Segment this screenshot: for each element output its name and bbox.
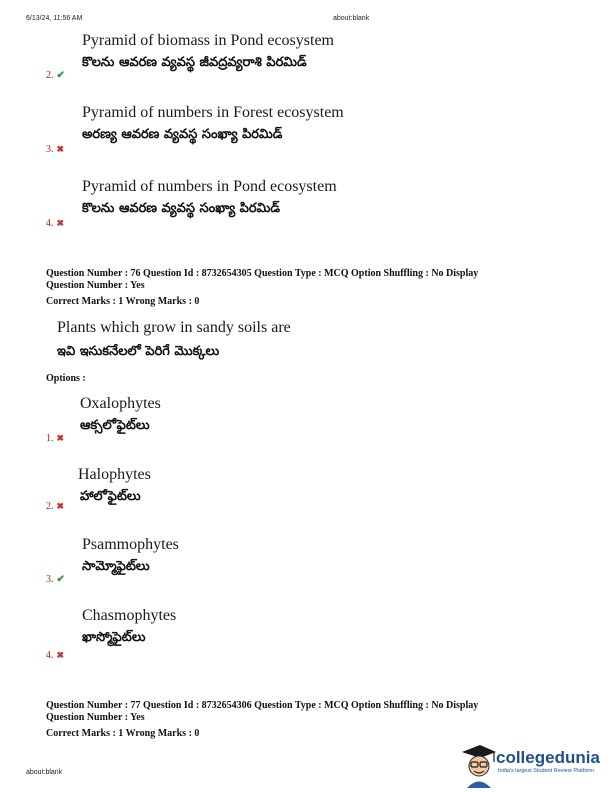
q76-option-3-telugu: సామ్మోఫైట్‌లు — [82, 559, 150, 574]
q76-question-telugu: ఇవి ఇసుకనేలలో పెరిగే మొక్కలు — [57, 344, 220, 359]
prev-option-4-number: 4. ✖ — [46, 218, 65, 229]
q77-meta-line1: Question Number : 77 Question Id : 8732654306 Question Type : MCQ Option Shuffling : No Display — [46, 700, 479, 711]
q76-question-english: Plants which grow in sandy soils are — [57, 319, 291, 336]
cross-icon: ✖ — [56, 433, 65, 443]
collegedunia-logo — [458, 742, 608, 788]
q76-option-3-english: Psammophytes — [82, 536, 179, 553]
q76-option-2-number: 2. ✖ — [46, 501, 65, 512]
q76-option-2-telugu: హాలోఫైట్‌లు — [80, 489, 141, 504]
prev-option-2-english: Pyramid of biomass in Pond ecosystem — [82, 32, 334, 49]
cross-icon: ✖ — [56, 650, 65, 660]
q76-meta-line1: Question Number : 76 Question Id : 8732654305 Question Type : MCQ Option Shuffling : No Display — [46, 268, 479, 279]
footer-url: about:blank — [26, 769, 63, 776]
q76-option-1-telugu: ఆక్సలోఫైట్‌లు — [80, 418, 150, 433]
cross-icon: ✖ — [56, 144, 65, 154]
q77-marks: Correct Marks : 1 Wrong Marks : 0 — [46, 728, 200, 739]
q76-option-4-telugu: ఖాస్మోఫైట్‌లు — [82, 630, 146, 645]
print-datetime: 6/13/24, 11:56 AM — [26, 15, 83, 22]
q76-meta-line2: Question Number : Yes — [46, 280, 145, 291]
prev-option-3-english: Pyramid of numbers in Forest ecosystem — [82, 104, 344, 121]
prev-option-2-telugu: కొలను ఆవరణ వ్యవస్థ జీవద్రవ్యరాశి పిరమిడ్ — [82, 55, 307, 70]
prev-option-4-english: Pyramid of numbers in Pond ecosystem — [82, 178, 337, 195]
q76-option-4-number: 4. ✖ — [46, 650, 65, 661]
q76-option-4-english: Chasmophytes — [82, 607, 177, 624]
q76-option-1-english: Oxalophytes — [80, 395, 161, 412]
q76-option-3-number: 3. ✔ — [46, 574, 65, 585]
cross-icon: ✖ — [56, 501, 65, 511]
check-icon: ✔ — [56, 574, 65, 585]
q76-option-2-english: Halophytes — [78, 466, 151, 483]
q77-meta — [46, 700, 478, 724]
cross-icon: ✖ — [56, 218, 65, 228]
graduate-mascot-icon — [458, 742, 498, 788]
q76-options-label: Options : — [46, 373, 86, 384]
prev-option-3-number: 3. ✖ — [46, 144, 65, 155]
q77-meta-line2: Question Number : Yes — [46, 712, 145, 723]
logo-name: collegedunia — [496, 748, 600, 767]
prev-option-4-telugu: కొలను ఆవరణ వ్యవస్థ సంఖ్యా పిరమిడ్ — [82, 201, 281, 216]
prev-option-3-telugu: అరణ్య ఆవరణ వ్యవస్థ సంఖ్యా పిరమిడ్ — [82, 127, 283, 142]
q76-meta — [46, 268, 478, 292]
prev-option-2-number: 2. ✔ — [46, 70, 65, 81]
print-url: about:blank — [333, 15, 370, 22]
q76-marks: Correct Marks : 1 Wrong Marks : 0 — [46, 296, 200, 307]
q76-option-1-number: 1. ✖ — [46, 433, 65, 444]
check-icon: ✔ — [56, 70, 65, 81]
logo-tagline: India's largest Student Review Platform — [498, 768, 594, 774]
